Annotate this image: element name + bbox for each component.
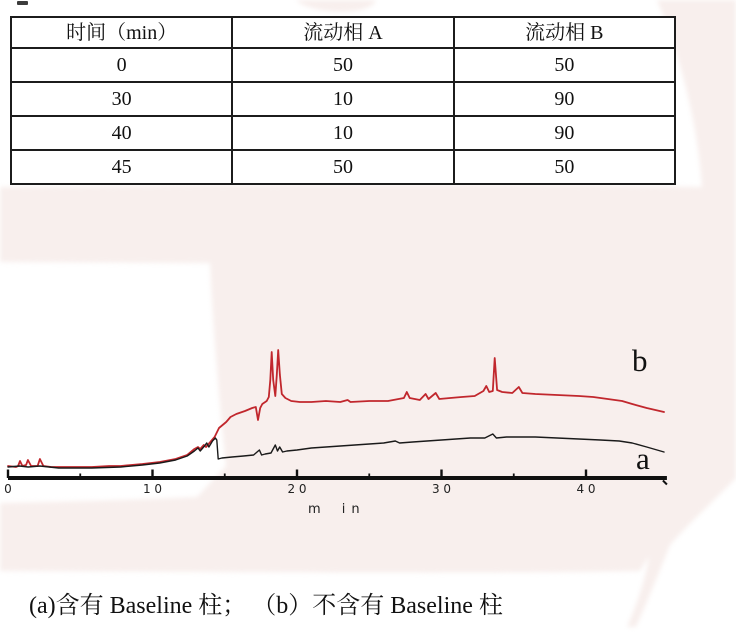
cell-phase-b: 50	[454, 48, 675, 82]
cell-phase-b: 90	[454, 116, 675, 150]
cell-time: 30	[11, 82, 232, 116]
trace-b	[8, 350, 664, 467]
x-tick-label: 1 0	[142, 482, 163, 496]
trace-a-label: a	[636, 441, 650, 476]
table-row	[11, 82, 675, 116]
x-axis-title: m in	[308, 502, 366, 517]
col-header-phase-a: 流动相 A	[232, 17, 453, 48]
col-header-phase-b: 流动相 B	[454, 17, 675, 48]
col-header-time: 时间（min）	[11, 17, 232, 48]
scan-artifact-mark	[17, 1, 28, 5]
cell-time: 45	[11, 150, 232, 184]
cell-phase-b: 50	[454, 150, 675, 184]
chromatogram	[0, 300, 736, 535]
table-row	[11, 116, 675, 150]
cell-phase-a: 50	[232, 48, 453, 82]
cell-time: 40	[11, 116, 232, 150]
cell-phase-a: 50	[232, 150, 453, 184]
figure-caption: (a)含有 Baseline 柱； （b）不含有 Baseline 柱	[29, 593, 503, 619]
trace-b-label: b	[632, 343, 648, 378]
chromatogram-svg	[0, 300, 736, 535]
cell-phase-b: 90	[454, 82, 675, 116]
table-row	[11, 150, 675, 184]
x-tick-label: 4 0	[576, 482, 596, 496]
cell-time: 0	[11, 48, 232, 82]
gradient-table	[10, 16, 676, 185]
x-tick-label: 2 0	[287, 482, 307, 496]
cell-phase-a: 10	[232, 82, 453, 116]
x-tick-label: 0	[4, 482, 12, 496]
watermark-top-sliver	[296, 0, 376, 12]
trace-a	[8, 434, 664, 468]
table-header-row	[11, 17, 675, 48]
x-tick-label: 3 0	[431, 482, 452, 496]
table-row	[11, 48, 675, 82]
cell-phase-a: 10	[232, 116, 453, 150]
